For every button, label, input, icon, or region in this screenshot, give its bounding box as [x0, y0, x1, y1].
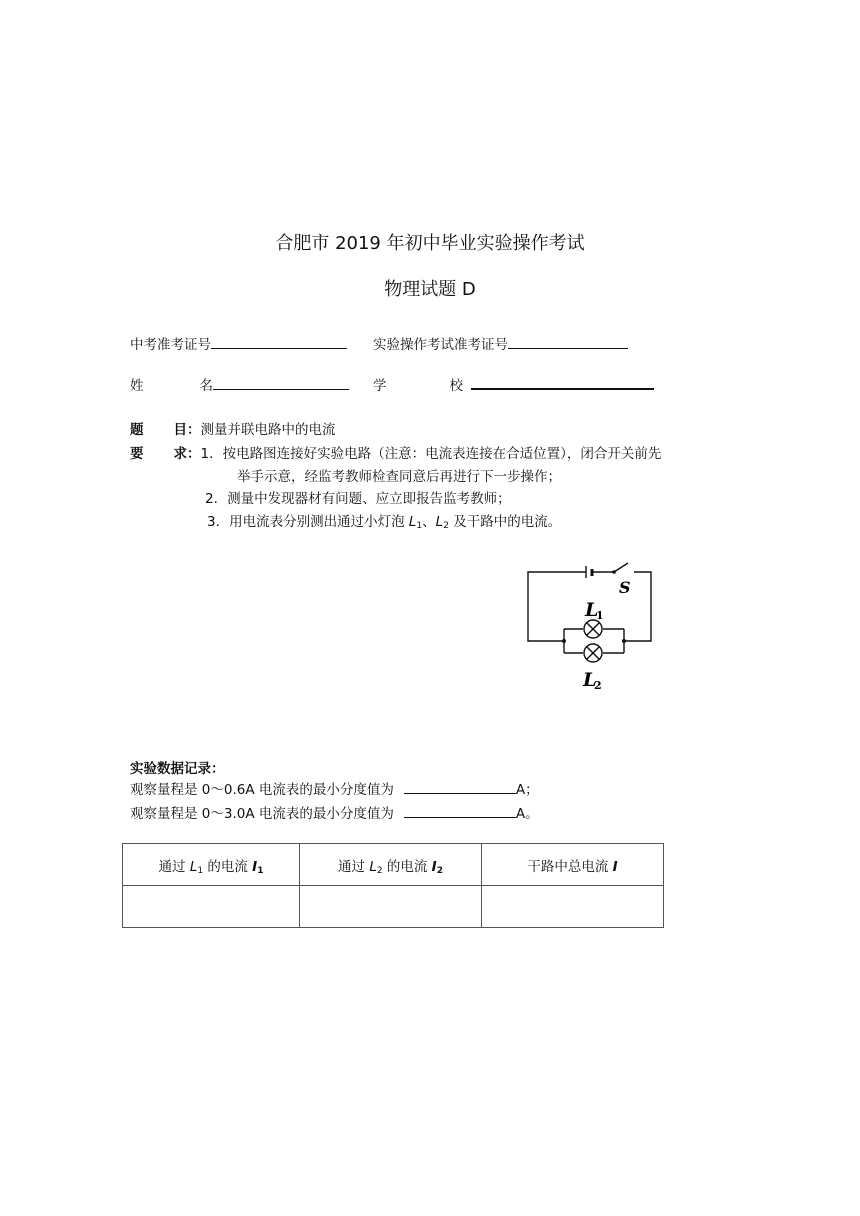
req3-l1-letter: L	[408, 514, 417, 530]
total-current-cell[interactable]	[482, 886, 664, 928]
table-header-row	[123, 844, 664, 886]
req1-line1: 按电路图连接好实验电路（注意：电流表连接在合适位置），闭合开关前先	[222, 446, 662, 462]
l2-current-cell[interactable]	[300, 886, 482, 928]
lamp1-label-sub: 1	[596, 609, 604, 622]
exam-id-blank[interactable]	[211, 348, 347, 349]
record-line1-unit: A；	[515, 782, 539, 798]
right-junction-dot	[622, 639, 626, 643]
school-blank[interactable]	[471, 388, 654, 390]
switch-blade	[614, 563, 628, 572]
record-heading: 实验数据记录：	[130, 761, 225, 777]
topic-label-char-1: 题	[130, 422, 144, 438]
req1-num: 1．	[200, 446, 223, 462]
switch-pivot	[612, 570, 616, 574]
exam-id-field	[130, 333, 347, 353]
min-division-0.6a-blank[interactable]	[404, 793, 516, 794]
req1-line2: 举手示意，经监考教师检查同意后再进行下一步操作；	[237, 469, 561, 485]
name-field	[130, 374, 349, 394]
req3-suffix: 及干路中的电流。	[448, 514, 562, 530]
requirement-2	[205, 487, 511, 507]
record-line-2	[130, 802, 539, 822]
current-record-table	[122, 843, 664, 928]
left-outer-wire	[528, 572, 586, 641]
lamp2-label-sub: 2	[594, 679, 602, 692]
min-division-3.0a-blank[interactable]	[404, 817, 516, 818]
parallel-circuit-diagram	[520, 555, 670, 695]
table-row	[123, 886, 664, 928]
record-line-1	[130, 778, 539, 798]
school-label-char-1: 学	[373, 378, 387, 394]
lab-exam-id-label: 实验操作考试准考证号	[373, 337, 508, 353]
topic-line	[130, 418, 336, 438]
name-label-char-2: 名	[199, 378, 213, 394]
header-cell-l1-current: 通过 $L_1$ 的电流 $I_1$	[123, 844, 300, 886]
req3-num: 3．	[207, 514, 230, 530]
req-label-char-1: 要	[130, 446, 144, 462]
record-line1-prefix: 观察量程是 0～0.6A 电流表的最小分度值为	[130, 782, 394, 798]
req-label-char-2: 求：	[173, 446, 201, 462]
record-line2-unit: A。	[515, 806, 539, 822]
topic-label-char-2: 目：	[173, 422, 201, 438]
school-field	[373, 374, 654, 394]
name-label-char-1: 姓	[130, 378, 144, 394]
lamp1-label-letter: L	[585, 599, 599, 621]
exam-title: 合肥市 2019 年初中毕业实验操作考试	[275, 233, 585, 254]
req2-num: 2．	[205, 491, 228, 507]
header-cell-total-current: 干路中总电流 I	[482, 844, 664, 886]
req2-text: 测量中发现器材有问题、应立即报告监考教师；	[227, 491, 511, 507]
switch-label: S	[619, 578, 631, 597]
req3-l2-letter: L	[435, 514, 444, 530]
req3-prefix: 用电流表分别测出通过小灯泡	[229, 514, 409, 530]
lamp2-label-letter: L	[583, 669, 597, 691]
requirement-1	[130, 442, 661, 462]
l1-current-cell[interactable]	[123, 886, 300, 928]
name-blank[interactable]	[213, 389, 349, 390]
requirement-3	[207, 510, 561, 530]
record-line2-prefix: 观察量程是 0～3.0A 电流表的最小分度值为	[130, 806, 394, 822]
exam-subtitle: 物理试题 D	[384, 279, 476, 300]
topic-text: 测量并联电路中的电流	[200, 422, 336, 438]
school-label-char-2: 校	[449, 378, 463, 394]
req3-l1-sub: 1	[416, 521, 423, 531]
left-junction-dot	[562, 639, 566, 643]
req3-sep: 、	[422, 514, 436, 530]
req3-l2-sub: 2	[443, 521, 449, 531]
lab-exam-id-blank[interactable]	[508, 348, 628, 349]
header-cell-l2-current: 通过 $L_2$ 的电流 $I_2$	[300, 844, 482, 886]
exam-id-label: 中考准考证号	[130, 337, 211, 353]
lab-exam-id-field	[373, 333, 628, 353]
